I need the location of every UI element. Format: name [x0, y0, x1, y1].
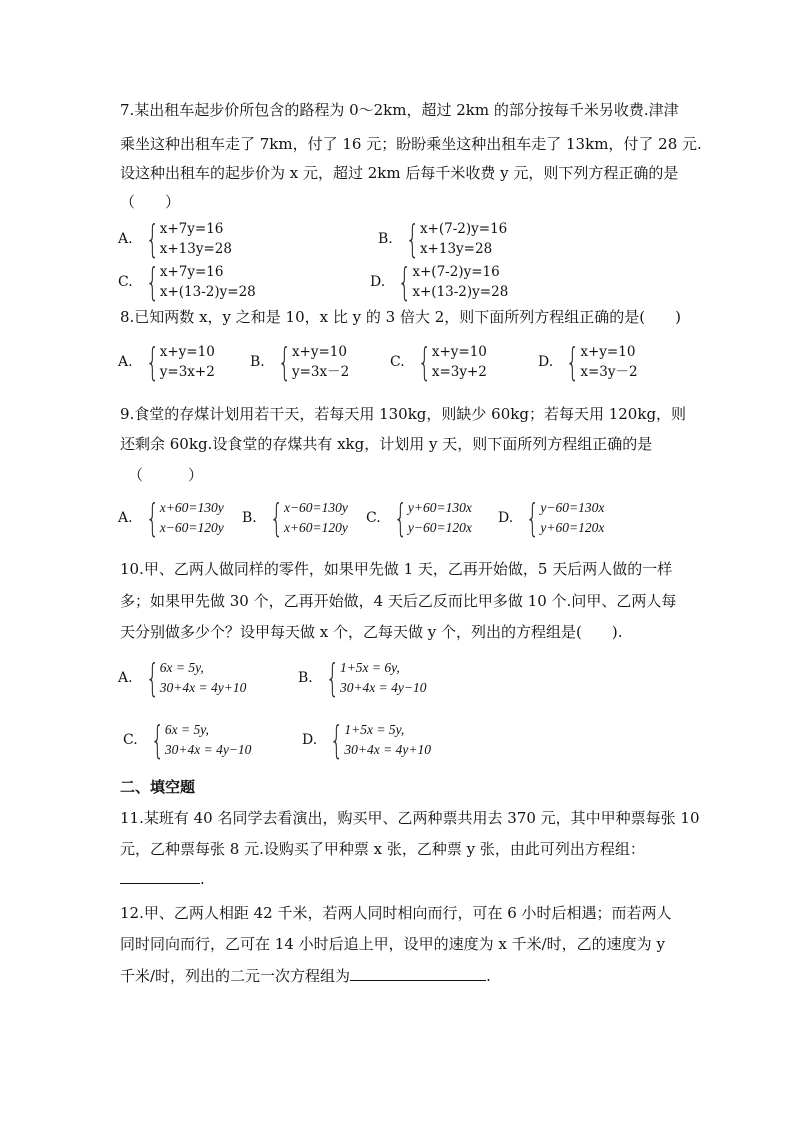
- q7-line-1: 7.某出租车起步价所包含的路程为 0～2km，超过 2km 的部分按每千米另收费.津津: [120, 101, 679, 119]
- brace-icon: {: [526, 496, 540, 540]
- option-label: D.: [302, 732, 318, 748]
- option-label: B.: [378, 231, 393, 247]
- option-label: B.: [298, 670, 313, 686]
- option-label: A.: [118, 510, 133, 526]
- equation: x+y=10: [580, 344, 636, 360]
- equation: x+13y=28: [419, 241, 493, 257]
- equation: 6x = 5y,: [159, 660, 204, 675]
- brace-icon: {: [269, 496, 283, 540]
- q8-option-d: [538, 342, 638, 382]
- brace-icon: {: [405, 217, 419, 261]
- brace-icon: {: [145, 217, 159, 261]
- equation: x+y=10: [291, 344, 347, 360]
- q10-option-b: [298, 658, 427, 698]
- q9-line-1: 9.食堂的存煤计划用若干天，若每天用 130kg，则缺少 60kg；若每天用 120kg，则: [120, 405, 687, 423]
- answer-blank[interactable]: [120, 869, 200, 884]
- brace-icon: {: [393, 496, 407, 540]
- equation: x+(7-2)y=16: [419, 221, 508, 237]
- equation: x+13y=28: [159, 241, 232, 257]
- brace-icon: {: [277, 340, 291, 384]
- equation: y−60=130x: [540, 500, 605, 515]
- q12-line-3-text: 千米/时，列出的二元一次方程组为: [120, 967, 351, 985]
- q9-option-a: [118, 498, 224, 538]
- brace-icon: {: [145, 496, 159, 540]
- option-label: A.: [118, 354, 133, 370]
- equation: x+60=130y: [159, 500, 224, 515]
- equation: y=3x+2: [159, 364, 215, 380]
- q8-option-c: [390, 342, 487, 382]
- answer-blank[interactable]: [350, 966, 486, 981]
- q8-option-a: [118, 342, 215, 382]
- q9-option-c: [366, 498, 472, 538]
- q12-line-3: [120, 966, 491, 986]
- q10-line-3: 天分别做多少个？设甲每天做 x 个，乙每天做 y 个，列出的方程组是( ).: [120, 623, 623, 641]
- equation: y+60=130x: [407, 500, 472, 515]
- q11-end: .: [200, 870, 205, 888]
- equation: 1+5x = 5y,: [344, 722, 405, 737]
- section-heading: 二、填空题: [120, 778, 196, 796]
- equation: 6x = 5y,: [164, 722, 209, 737]
- brace-icon: {: [417, 340, 431, 384]
- equation: 1+5x = 6y,: [339, 660, 400, 675]
- option-label: C.: [390, 354, 405, 370]
- option-label: D.: [538, 354, 554, 370]
- equation: 30+4x = 4y−10: [339, 680, 427, 695]
- equation: x=3y+2: [431, 364, 487, 380]
- equation: 30+4x = 4y+10: [344, 742, 431, 757]
- equation: x+(13-2)y=28: [159, 284, 256, 300]
- q12-line-2: 同时同向而行，乙可在 14 小时后追上甲，设甲的速度为 x 千米/时，乙的速度为 y: [120, 935, 665, 953]
- equation: x−60=120y: [159, 520, 224, 535]
- equation: x+(7-2)y=16: [412, 264, 500, 280]
- q10-option-a: [118, 658, 246, 698]
- q10-option-d: [302, 720, 431, 760]
- q9-line-3: （ ）: [128, 466, 204, 484]
- option-label: C.: [118, 274, 133, 290]
- q7-line-2: 乘坐这种出租车走了 7km，付了 16 元；盼盼乘坐这种出租车走了 13km，付了 28 元.: [120, 135, 702, 153]
- equation: y+60=120x: [540, 520, 605, 535]
- option-label: D.: [370, 274, 386, 290]
- q11-line-1: 11.某班有 40 名同学去看演出，购买甲、乙两种票共用去 370 元，其中甲种票每张 10: [120, 809, 700, 827]
- equation: x+(13-2)y=28: [412, 284, 509, 300]
- q10-line-2: 多；如果甲先做 30 个，乙再开始做，4 天后乙反而比甲多做 10 个.问甲、乙两人每: [120, 592, 677, 610]
- option-label: C.: [366, 510, 381, 526]
- q9-option-b: [242, 498, 348, 538]
- equation: 30+4x = 4y−10: [164, 742, 252, 757]
- equation: 30+4x = 4y+10: [159, 680, 247, 695]
- brace-icon: {: [398, 260, 412, 304]
- option-label: A.: [118, 670, 133, 686]
- brace-icon: {: [330, 718, 344, 762]
- option-label: B.: [242, 510, 257, 526]
- q9-line-2: 还剩余 60kg.设食堂的存煤共有 xkg，计划用 y 天，则下面所列方程组正确的是: [120, 435, 653, 453]
- equation: x+y=10: [431, 344, 487, 360]
- q11-answer-line: [120, 869, 205, 889]
- q7-line-3: 设这种出租车的起步价为 x 元，超过 2km 后每千米收费 y 元，则下列方程正确的是: [120, 164, 679, 182]
- q7-option-b: [378, 219, 507, 259]
- equation: x+7y=16: [159, 221, 224, 237]
- equation: x+60=120y: [283, 520, 348, 535]
- equation: x−60=130y: [283, 500, 348, 515]
- option-label: A.: [118, 231, 133, 247]
- q11-line-2: 元，乙种票每张 8 元.设购买了甲种票 x 张，乙种票 y 张，由此可列出方程组：: [120, 840, 645, 858]
- q9-option-d: [498, 498, 604, 538]
- option-label: D.: [498, 510, 514, 526]
- brace-icon: {: [145, 260, 159, 304]
- q12-end: .: [486, 967, 491, 985]
- q7-line-4: （ ）: [120, 193, 181, 211]
- q10-option-c: [123, 720, 251, 760]
- q7-option-d: [370, 262, 508, 302]
- brace-icon: {: [566, 340, 580, 384]
- q10-line-1: 10.甲、乙两人做同样的零件，如果甲先做 1 天，乙再开始做，5 天后两人做的一样: [120, 560, 673, 578]
- equation: y−60=120x: [407, 520, 472, 535]
- equation: y=3x－2: [291, 364, 350, 380]
- brace-icon: {: [325, 656, 339, 700]
- equation: x+y=10: [159, 344, 215, 360]
- q8-line: 8.已知两数 x，y 之和是 10，x 比 y 的 3 倍大 2，则下面所列方程组正确的是( ): [120, 308, 681, 326]
- brace-icon: {: [150, 718, 164, 762]
- q12-line-1: 12.甲、乙两人相距 42 千米，若两人同时相向而行，可在 6 小时后相遇；而若两人: [120, 904, 672, 922]
- option-label: B.: [250, 354, 265, 370]
- q7-option-c: [118, 262, 256, 302]
- option-label: C.: [123, 732, 138, 748]
- equation: x+7y=16: [159, 264, 224, 280]
- q8-option-b: [250, 342, 349, 382]
- brace-icon: {: [145, 340, 159, 384]
- brace-icon: {: [145, 656, 159, 700]
- q7-option-a: [118, 219, 232, 259]
- equation: x=3y－2: [580, 364, 638, 380]
